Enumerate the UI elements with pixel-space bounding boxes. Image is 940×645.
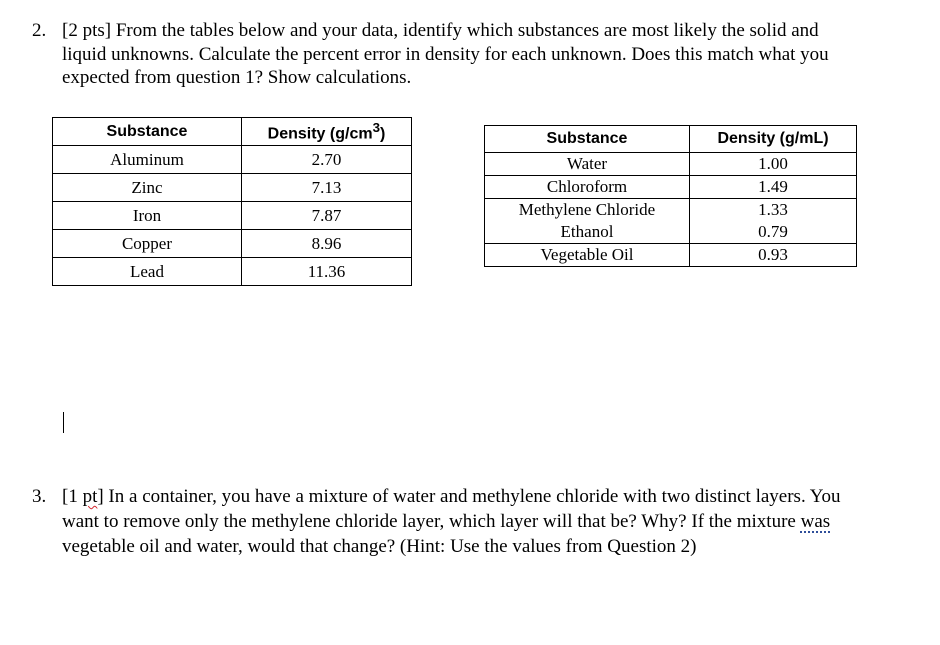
substance-cell: Chloroform [485,176,690,199]
density-header-close: ) [380,125,386,143]
density-header-label: Density (g/cm [267,125,373,143]
density-header [242,118,412,146]
question-3-line [62,484,841,509]
substance-cell: Copper [53,230,242,258]
table-row [485,153,857,176]
density-cell: 0.79 [690,221,857,244]
substance-cell: Vegetable Oil [485,244,690,267]
table-row [53,146,412,174]
substance-cell: Iron [53,202,242,230]
density-cell: 1.00 [690,153,857,176]
question-3-line [62,509,841,534]
solids-density-table [52,117,412,286]
table-row [485,244,857,267]
density-header: Density (g/mL) [690,126,857,153]
table-row [53,174,412,202]
substance-header: Substance [53,118,242,146]
grammar-flagged-word[interactable]: was [800,511,831,532]
table-row [485,199,857,222]
substance-cell: Ethanol [485,221,690,244]
table-header-row [485,126,857,153]
substance-cell: Lead [53,258,242,286]
liquids-density-table [484,125,857,267]
table-row [53,258,412,286]
density-cell: 0.93 [690,244,857,267]
line-text: want to remove only the methylene chloride layer, which layer will that be? Why? If the mixture [62,511,801,532]
density-cell: 8.96 [242,230,412,258]
density-cell: 1.33 [690,199,857,222]
text-cursor[interactable] [63,412,64,433]
substance-cell: Zinc [53,174,242,202]
density-cell: 7.87 [242,202,412,230]
question-3-line: vegetable oil and water, would that change? (Hint: Use the values from Question 2) [62,536,697,557]
density-cell: 2.70 [242,146,412,174]
question-2-line: liquid unknowns. Calculate the percent error in density for each unknown. Does this match what you [62,43,829,65]
table-row [53,202,412,230]
question-3-text [62,484,841,559]
density-cell: 7.13 [242,174,412,202]
substance-header: Substance [485,126,690,153]
density-cell: 11.36 [242,258,412,286]
spelling-flagged-word[interactable]: pt [82,486,98,507]
table-header-row [53,118,412,146]
table-row [485,221,857,244]
substance-cell: Water [485,153,690,176]
question-2-number: 2. [32,20,47,41]
question-2-line: expected from question 1? Show calculations. [62,67,412,88]
density-cell: 1.49 [690,176,857,199]
line-suffix: ] In a container, you have a mixture of water and methylene chloride with two distinct layers. You [97,486,841,507]
substance-cell: Aluminum [53,146,242,174]
density-header-exponent: 3 [372,119,380,135]
table-row [485,176,857,199]
substance-cell: Methylene Chloride [485,199,690,222]
question-3-number: 3. [32,486,47,507]
line-prefix: [1 [62,486,83,507]
question-2-text [62,19,829,90]
table-row [53,230,412,258]
question-2-line: [2 pts] From the tables below and your data, identify which substances are most likely the solid and [62,20,819,41]
